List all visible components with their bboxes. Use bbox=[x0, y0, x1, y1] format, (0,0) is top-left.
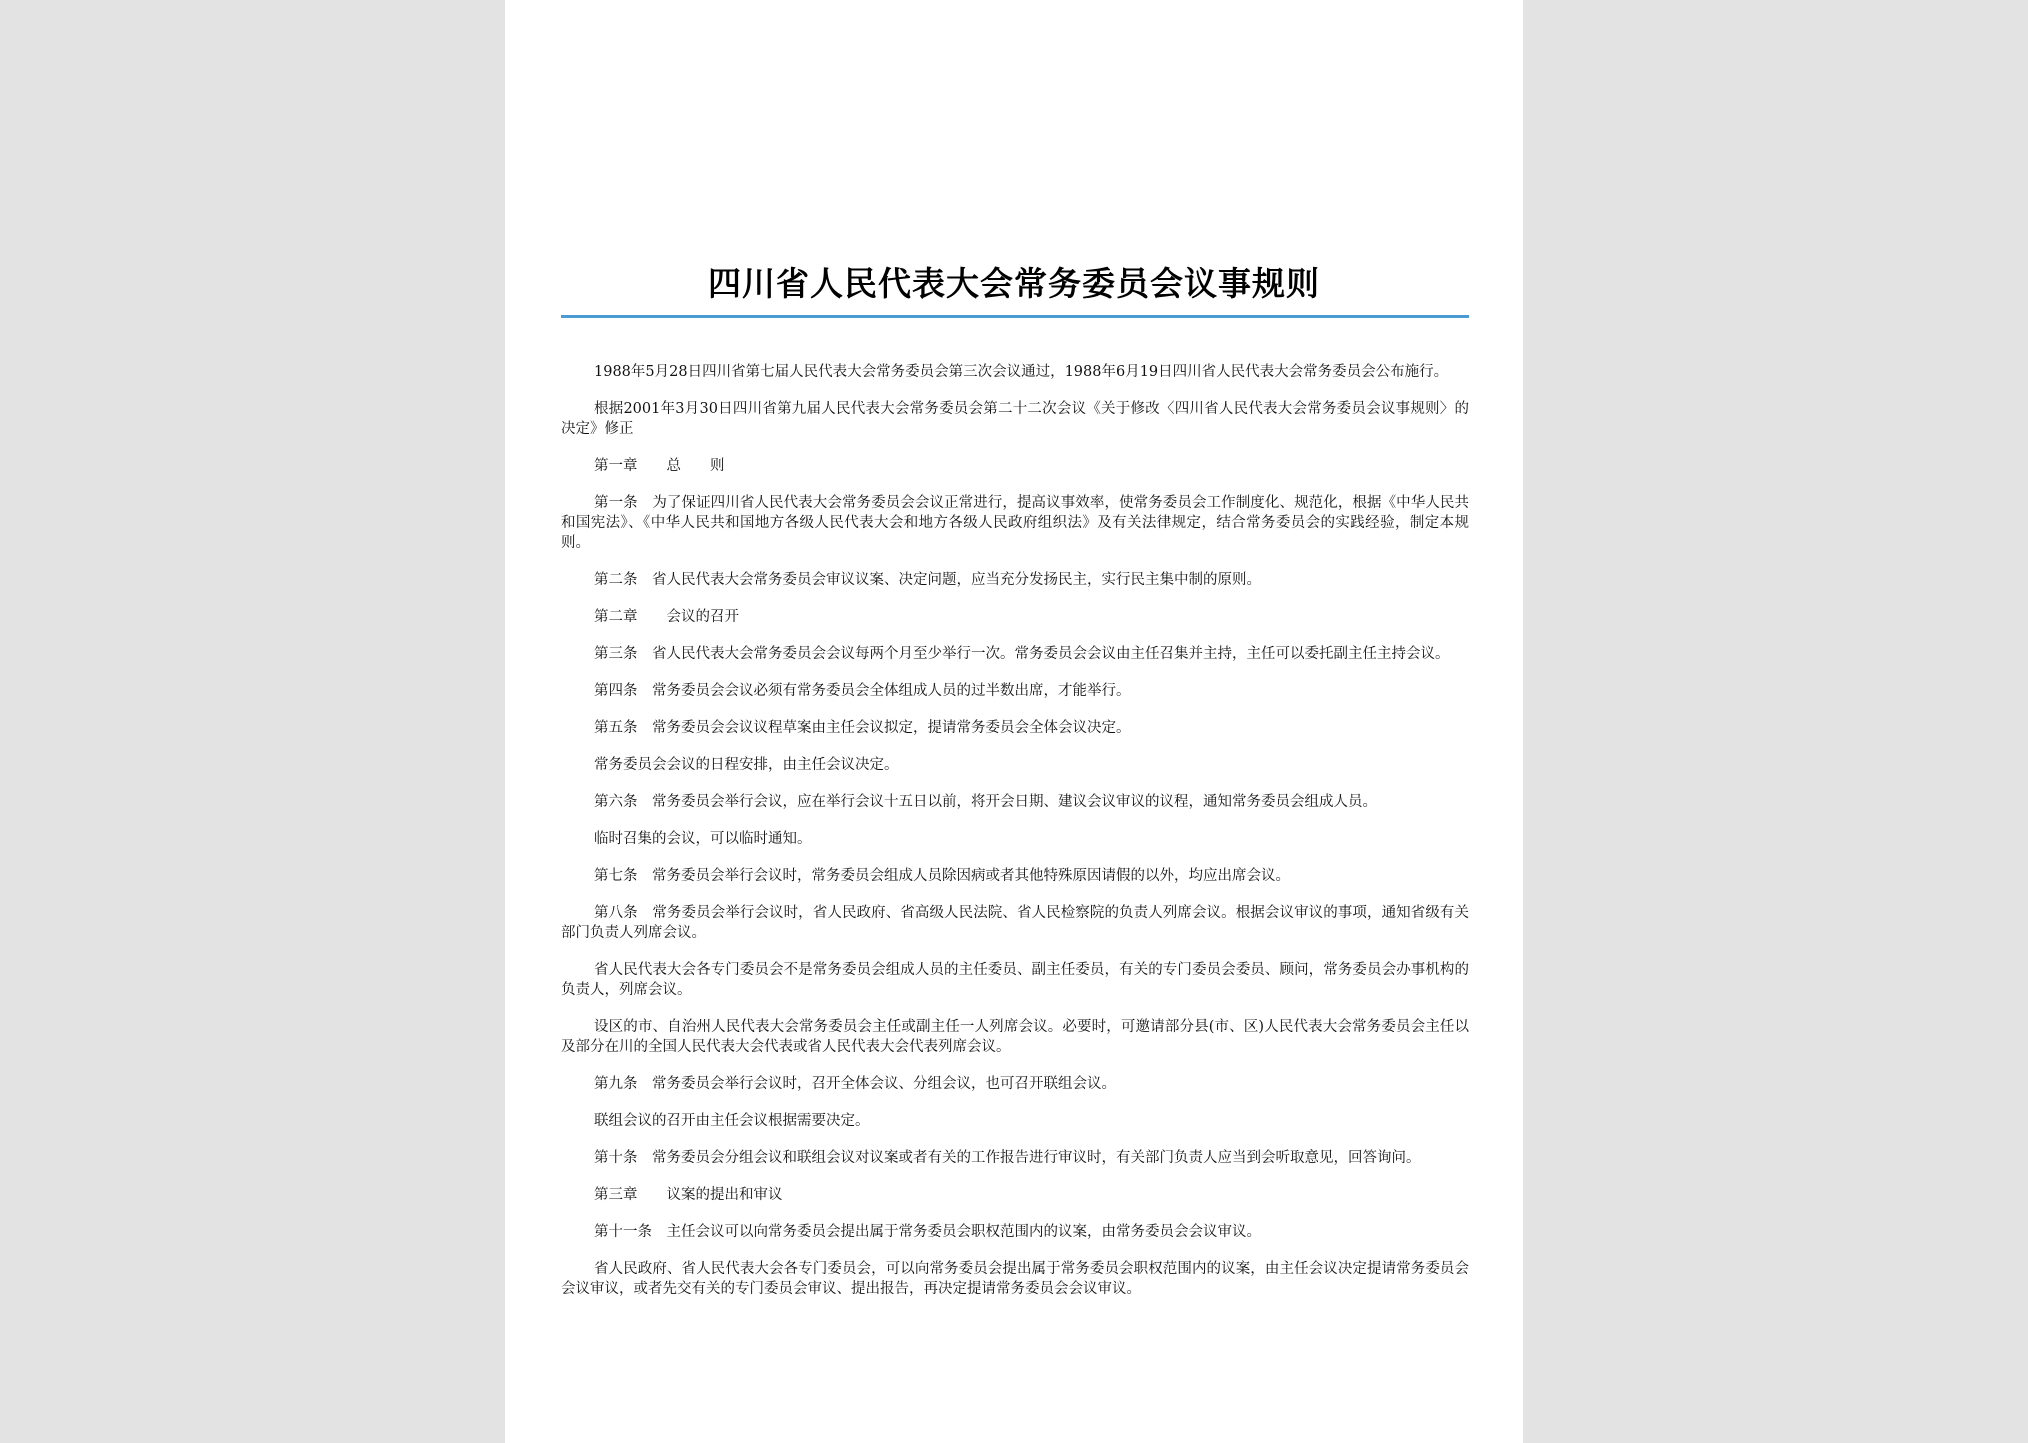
document-page bbox=[505, 0, 1523, 1443]
article-9-clause: 联组会议的召开由主任会议根据需要决定。 bbox=[594, 1113, 870, 1129]
article-8: 第八条 常务委员会举行会议时，省人民政府、省高级人民法院、省人民检察院的负责人列席会议。根据会议审议的事项，通知省级有关部门负责人列席会议。 bbox=[561, 905, 1469, 941]
article-4: 第四条 常务委员会会议必须有常务委员会全体组成人员的过半数出席，才能举行。 bbox=[594, 683, 1131, 699]
article-11-clause: 省人民政府、省人民代表大会各专门委员会，可以向常务委员会提出属于常务委员会职权范围内的议案，由主任会议决定提请常务委员会会议审议，或者先交有关的专门委员会审议、提出报告，再决定提请常务委员会会议审议。 bbox=[561, 1261, 1469, 1297]
document-body bbox=[561, 362, 1469, 1316]
chapter-heading-1: 第一章 总 则 bbox=[594, 458, 725, 474]
title-divider bbox=[561, 315, 1469, 318]
chapter-heading-2: 第二章 会议的召开 bbox=[594, 609, 739, 625]
article-6: 第六条 常务委员会举行会议，应在举行会议十五日以前，将开会日期、建议会议审议的议程，通知常务委员会组成人员。 bbox=[594, 794, 1377, 810]
article-6-clause: 临时召集的会议，可以临时通知。 bbox=[594, 831, 812, 847]
article-5: 第五条 常务委员会会议议程草案由主任会议拟定，提请常务委员会全体会议决定。 bbox=[594, 720, 1131, 736]
document-title: 四川省人民代表大会常务委员会议事规则 bbox=[708, 264, 1320, 303]
article-8-clause-2: 省人民代表大会各专门委员会不是常务委员会组成人员的主任委员、副主任委员，有关的专门委员会委员、顾问，常务委员会办事机构的负责人，列席会议。 bbox=[561, 962, 1469, 998]
article-2: 第二条 省人民代表大会常务委员会审议议案、决定问题，应当充分发扬民主，实行民主集中制的原则。 bbox=[594, 572, 1261, 588]
article-5-clause: 常务委员会会议的日程安排，由主任会议决定。 bbox=[594, 757, 899, 773]
article-1: 第一条 为了保证四川省人民代表大会常务委员会会议正常进行，提高议事效率，使常务委员会工作制度化、规范化，根据《中华人民共和国宪法》、《中华人民共和国地方各级人民代表大会和地方各级人民政府组织法》及有关法律规定，结合常务委员会的实践经验，制定本规则。 bbox=[561, 495, 1469, 551]
article-11: 第十一条 主任会议可以向常务委员会提出属于常务委员会职权范围内的议案，由常务委员会会议审议。 bbox=[594, 1224, 1261, 1240]
paragraph-amendment-note: 根据2001年3月30日四川省第九届人民代表大会常务委员会第二十二次会议《关于修改〈四川省人民代表大会常务委员会议事规则〉的决定》修正 bbox=[561, 401, 1469, 437]
chapter-heading-3: 第三章 议案的提出和审议 bbox=[594, 1187, 783, 1203]
article-9: 第九条 常务委员会举行会议时，召开全体会议、分组会议，也可召开联组会议。 bbox=[594, 1076, 1116, 1092]
article-3: 第三条 省人民代表大会常务委员会会议每两个月至少举行一次。常务委员会会议由主任召集并主持，主任可以委托副主任主持会议。 bbox=[594, 646, 1450, 662]
paragraph-adoption-note: 1988年5月28日四川省第七届人民代表大会常务委员会第三次会议通过，1988年6月19日四川省人民代表大会常务委员会公布施行。 bbox=[594, 364, 1449, 380]
article-10: 第十条 常务委员会分组会议和联组会议对议案或者有关的工作报告进行审议时，有关部门负责人应当到会听取意见，回答询问。 bbox=[594, 1150, 1421, 1166]
article-7: 第七条 常务委员会举行会议时，常务委员会组成人员除因病或者其他特殊原因请假的以外，均应出席会议。 bbox=[594, 868, 1290, 884]
article-8-clause-3: 设区的市、自治州人民代表大会常务委员会主任或副主任一人列席会议。必要时，可邀请部分县(市、区)人民代表大会常务委员会主任以及部分在川的全国人民代表大会代表或省人民代表大会代表列席会议。 bbox=[561, 1019, 1469, 1055]
